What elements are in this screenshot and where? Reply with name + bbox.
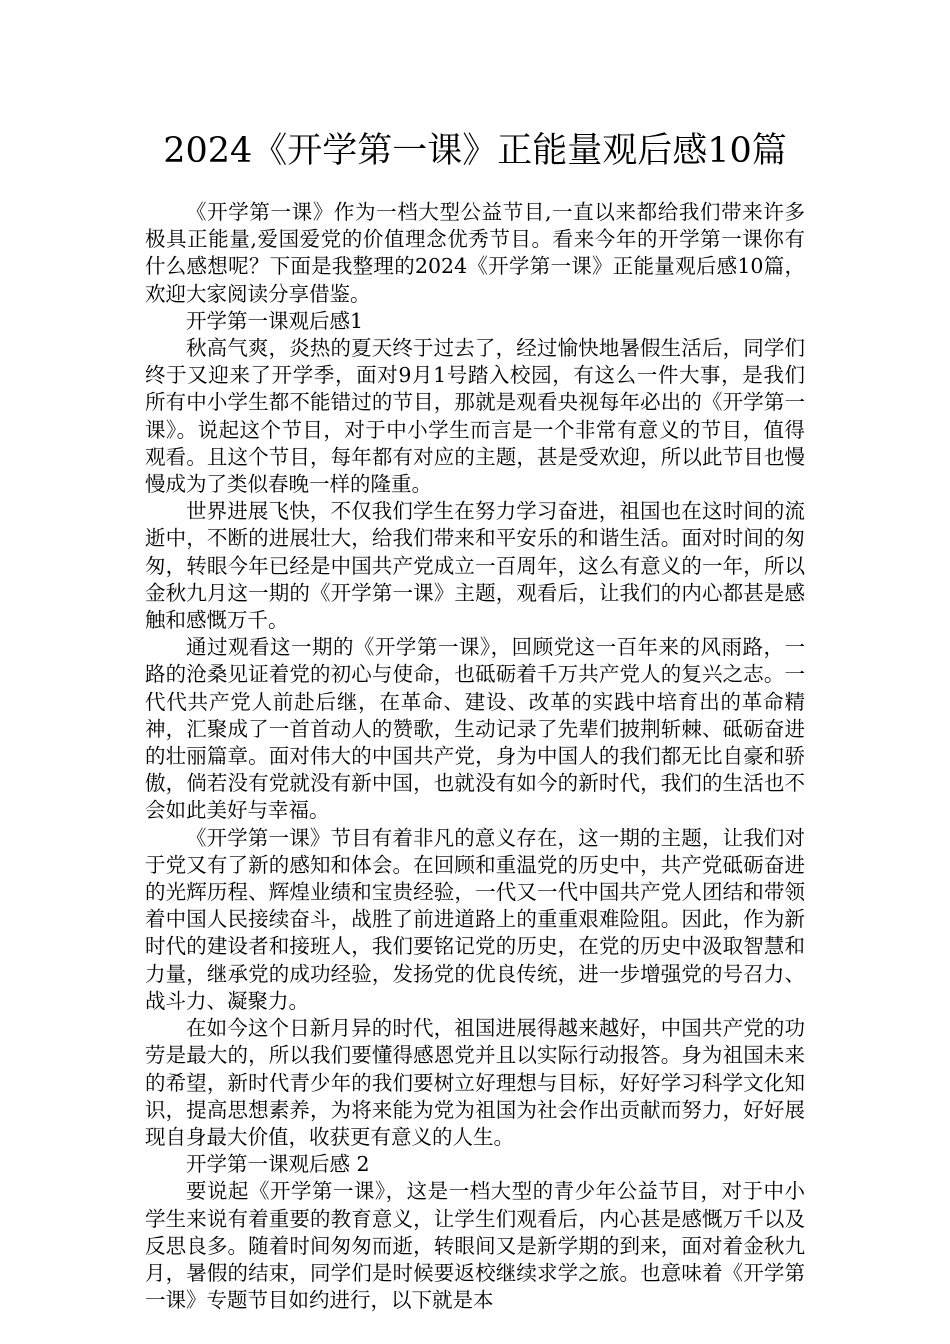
body-paragraph: 在如今这个日新月异的时代，祖国进展得越来越好，中国共产党的功劳是最大的，所以我们要懂得感恩党并且以实际行动报答。身为祖国未来的希望，新时代青少年的我们要树立好理想与目标，好好学习科学文化知识，提高思想素养，为将来能为党为祖国为社会作出贡献而努力，好好展现自身最大价值，收获更有意义的人生。 (145, 1016, 805, 1149)
document-body (145, 199, 805, 1314)
body-paragraph: 要说起《开学第一课》，这是一档大型的青少年公益节目，对于中小学生来说有着重要的教育意义，让学生们观看后，内心甚是感慨万千以及反思良多。随着时间匆匆而逝，转眼间又是新学期的到来，面对着金秋九月，暑假的结束，同学们是时候要返校继续求学之旅。也意味着《开学第一课》专题节目如约进行，以下就是本 (145, 1179, 805, 1313)
body-paragraph: 世界进展飞快，不仅我们学生在努力学习奋进，祖国也在这时间的流逝中，不断的进展壮大，给我们带来和平安乐的和谐生活。面对时间的匆匆，转眼今年已经是中国共产党成立一百周年，这么有意义的一年，所以金秋九月这一期的《开学第一课》主题，观看后，让我们的内心都甚是感触和感慨万千。 (145, 499, 805, 633)
section-heading-2: 开学第一课观后感 2 (186, 1152, 370, 1177)
body-paragraph: 秋高气爽，炎热的夏天终于过去了，经过愉快地暑假生活后，同学们终于又迎来了开学季，面对9月1号踏入校园，有这么一件大事，是我们所有中小学生都不能错过的节目，那就是观看央视每年必出的《开学第一课》。说起这个节目，对于中小学生而言是一个非常有意义的节目，值得观看。且这个节目，每年都有对应的主题，甚是受欢迎，所以此节目也慢慢成为了类似春晚一样的隆重。 (145, 336, 805, 497)
section-heading-1: 开学第一课观后感1 (186, 308, 364, 333)
intro-paragraph: 《开学第一课》作为一档大型公益节目,一直以来都给我们带来许多极具正能量,爱国爱党的价值理念优秀节目。看来今年的开学第一课你有什么感想呢？下面是我整理的2024《开学第一课》正能量观后感10篇，欢迎大家阅读分享借鉴。 (145, 200, 805, 306)
body-paragraph: 通过观看这一期的《开学第一课》，回顾党这一百年来的风雨路，一路的沧桑见证着党的初心与使命，也砥砺着千万共产党人的复兴之志。一代代共产党人前赴后继，在革命、建设、改革的实践中培育出的革命精神，汇聚成了一首首动人的赞歌，生动记录了先辈们披荆斩棘、砥砺奋进的壮丽篇章。面对伟大的中国共产党，身为中国人的我们都无比自豪和骄傲，倘若没有党就没有新中国，也就没有如今的新时代，我们的生活也不会如此美好与幸福。 (145, 635, 805, 823)
document-title: 2024《开学第一课》正能量观后感10篇 (163, 131, 787, 171)
body-paragraph: 《开学第一课》节目有着非凡的意义存在，这一期的主题，让我们对于党又有了新的感知和体会。在回顾和重温党的历史中，共产党砥砺奋进的光辉历程、辉煌业绩和宝贵经验，一代又一代中国共产党人团结和带领着中国人民接续奋斗，战胜了前进道路上的重重艰难险阻。因此，作为新时代的建设者和接班人，我们要铭记党的历史，在党的历史中汲取智慧和力量，继承党的成功经验，发扬党的优良传统，进一步增强党的号召力、战斗力、凝聚力。 (145, 825, 805, 1013)
